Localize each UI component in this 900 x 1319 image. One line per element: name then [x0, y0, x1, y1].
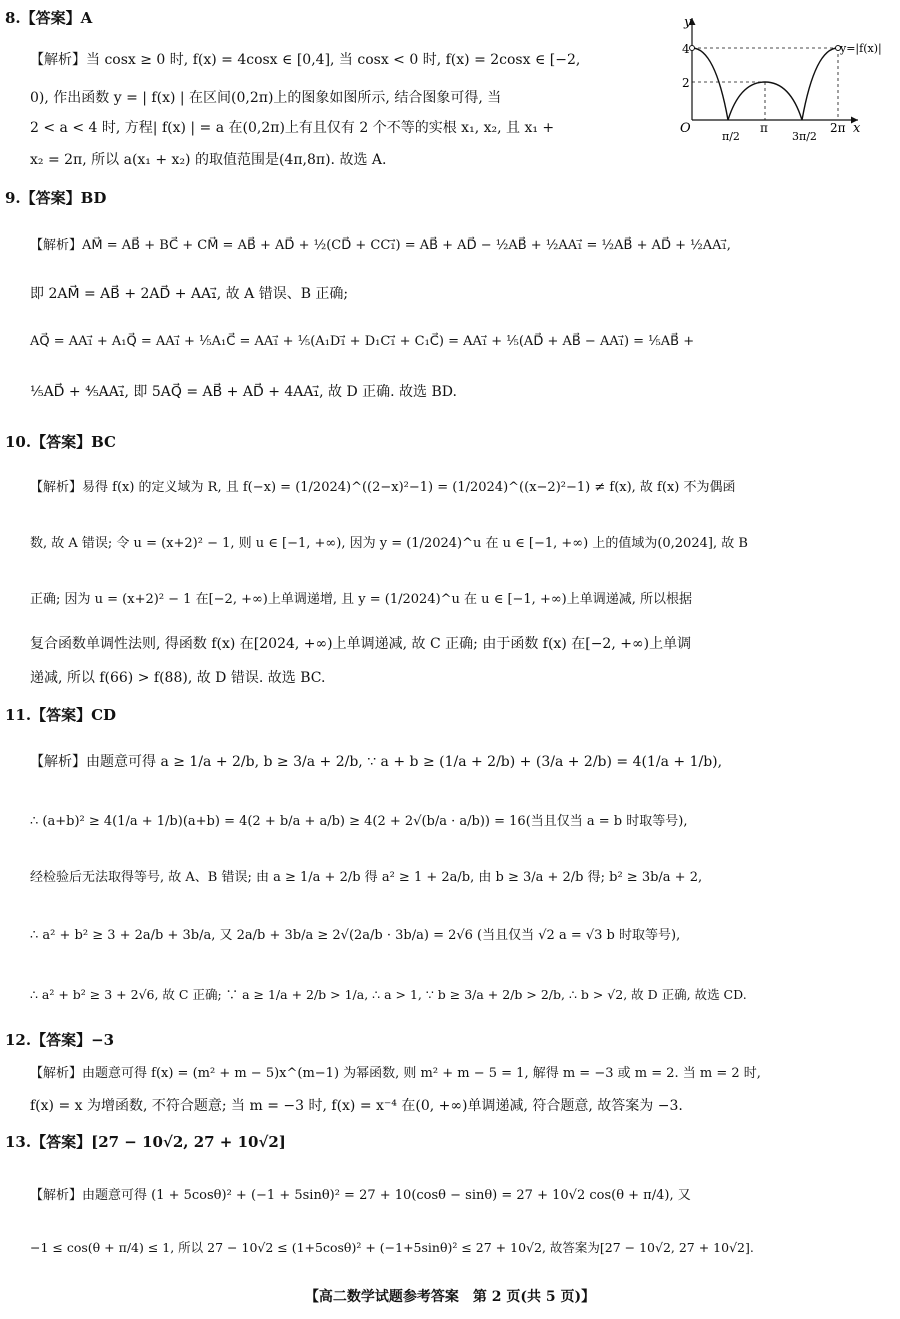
q11-line: 经检验后无法取得等号, 故 A、B 错误; 由 a ≥ 1/a + 2/b 得 a² ≥ 1 + 2a/b, 由 b ≥ 3/a + 2/b 得; b² ≥ 3b/a + 2,	[30, 870, 703, 885]
q8-line: 【解析】当 cosx ≥ 0 时, f(x) = 4cosx ∈ [0,4], 当 cosx < 0 时, f(x) = 2cosx ∈ [−2,	[30, 52, 581, 68]
q8-line: 2 < a < 4 时, 方程| f(x) | = a 在(0,2π)上有且仅有 2 个不等的实根 x₁, x₂, 且 x₁ +	[30, 120, 555, 136]
abs-f-graph	[670, 8, 895, 158]
origin-label: O	[680, 121, 691, 136]
q11-line: ∴ a² + b² ≥ 3 + 2a/b + 3b/a, 又 2a/b + 3b/a ≥ 2√(2a/b · 3b/a) = 2√6 (当且仅当 √2 a = √3 b 时取等号),	[30, 928, 681, 943]
x-tick-pi-half: π/2	[722, 130, 740, 143]
q8-line: 0), 作出函数 y = | f(x) | 在区间(0,2π)上的图象如图所示, 结合图象可得, 当	[30, 90, 502, 106]
q9-line: 即 2AM⃗ = AB⃗ + 2AD⃗ + AA₁⃗, 故 A 错误、B 正确;	[30, 286, 349, 302]
q12-line: f(x) = x 为增函数, 不符合题意; 当 m = −3 时, f(x) = x⁻⁴ 在(0, +∞)单调递减, 符合题意, 故答案为 −3.	[30, 1098, 683, 1114]
q11-heading: 11.【答案】CD	[5, 706, 117, 724]
q10-line: 正确; 因为 u = (x+2)² − 1 在[−2, +∞)上单调递增, 且 y = (1/2024)^u 在 u ∈ [−1, +∞)上单调递减, 所以根据	[30, 592, 693, 607]
q10-line: 数, 故 A 错误; 令 u = (x+2)² − 1, 则 u ∈ [−1, +∞), 因为 y = (1/2024)^u 在 u ∈ [−1, +∞) 上的值域为(0,2024], 故 B	[30, 536, 748, 551]
q13-line: 【解析】由题意可得 (1 + 5cosθ)² + (−1 + 5sinθ)² = 27 + 10(cosθ − sinθ) = 27 + 10√2 cos(θ + π/4), 又	[30, 1188, 691, 1203]
q8-line: x₂ = 2π, 所以 a(x₁ + x₂) 的取值范围是(4π,8π). 故选 A.	[30, 152, 387, 168]
y-tick-2: 2	[682, 76, 690, 90]
x-tick-2pi: 2π	[830, 121, 846, 135]
q10-line: 递减, 所以 f(66) > f(88), 故 D 错误. 故选 BC.	[30, 670, 326, 686]
x-tick-3pi-half: 3π/2	[792, 130, 817, 143]
y-axis-label: y	[684, 15, 692, 30]
q9-line: AQ⃗ = AA₁⃗ + A₁Q⃗ = AA₁⃗ + ⅕A₁C⃗ = AA₁⃗ + ⅕(A₁D₁⃗ + D₁C₁⃗ + C₁C⃗) = AA₁⃗ + ⅕(AD⃗ + AB⃗ − AA₁⃗) = ⅕AB⃗ +	[30, 334, 695, 349]
q11-line: ∴ a² + b² ≥ 3 + 2√6, 故 C 正确; ∵ a ≥ 1/a + 2/b > 1/a, ∴ a > 1, ∵ b ≥ 3/a + 2/b > 2/b, ∴ b > √2, 故 D 正确, 故选 CD.	[30, 987, 747, 1002]
q12-heading: 12.【答案】−3	[5, 1031, 115, 1049]
q13-heading: 13.【答案】[27 − 10√2, 27 + 10√2]	[5, 1133, 286, 1151]
x-tick-pi: π	[760, 121, 768, 135]
q9-line: 【解析】AM⃗ = AB⃗ + BC⃗ + CM⃗ = AB⃗ + AD⃗ + ½(CD⃗ + CC₁⃗) = AB⃗ + AD⃗ − ½AB⃗ + ½AA₁⃗ = ½AB⃗ + AD⃗ + ½AA₁⃗,	[30, 238, 731, 253]
q9-line: ⅕AD⃗ + ⅘AA₁⃗, 即 5AQ⃗ = AB⃗ + AD⃗ + 4AA₁⃗, 故 D 正确. 故选 BD.	[30, 384, 457, 400]
page-footer: 【高二数学试题参考答案 第 2 页(共 5 页)】	[304, 1289, 596, 1305]
q8-heading: 8.【答案】A	[5, 9, 93, 27]
q13-line: −1 ≤ cos(θ + π/4) ≤ 1, 所以 27 − 10√2 ≤ (1+5cosθ)² + (−1+5sinθ)² ≤ 27 + 10√2, 故答案为[27 − 10√2, 27 + 10√2].	[30, 1240, 754, 1255]
q11-line: ∴ (a+b)² ≥ 4(1/a + 1/b)(a+b) = 4(2 + b/a + a/b) ≥ 4(2 + 2√(b/a · a/b)) = 16(当且仅当 a = b 时取等号),	[30, 814, 688, 829]
q10-line: 复合函数单调性法则, 得函数 f(x) 在[2024, +∞)上单调递减, 故 C 正确; 由于函数 f(x) 在[−2, +∞)上单调	[30, 636, 692, 652]
q10-line: 【解析】易得 f(x) 的定义域为 R, 且 f(−x) = (1/2024)^((2−x)²−1) = (1/2024)^((x−2)²−1) ≠ f(x), 故 f(x) 不为偶函	[30, 480, 736, 495]
q11-line: 【解析】由题意可得 a ≥ 1/a + 2/b, b ≥ 3/a + 2/b, ∵ a + b ≥ (1/a + 2/b) + (3/a + 2/b) = 4(1/a + 1/b),	[30, 754, 723, 770]
x-axis-label: x	[853, 121, 861, 136]
q10-heading: 10.【答案】BC	[5, 433, 116, 451]
y-tick-4: 4	[682, 42, 690, 56]
curve-label: y=|f(x)|	[840, 42, 882, 55]
q9-heading: 9.【答案】BD	[5, 189, 107, 207]
q12-line: 【解析】由题意可得 f(x) = (m² + m − 5)x^(m−1) 为幂函数, 则 m² + m − 5 = 1, 解得 m = −3 或 m = 2. 当 m = 2 时,	[30, 1066, 761, 1081]
